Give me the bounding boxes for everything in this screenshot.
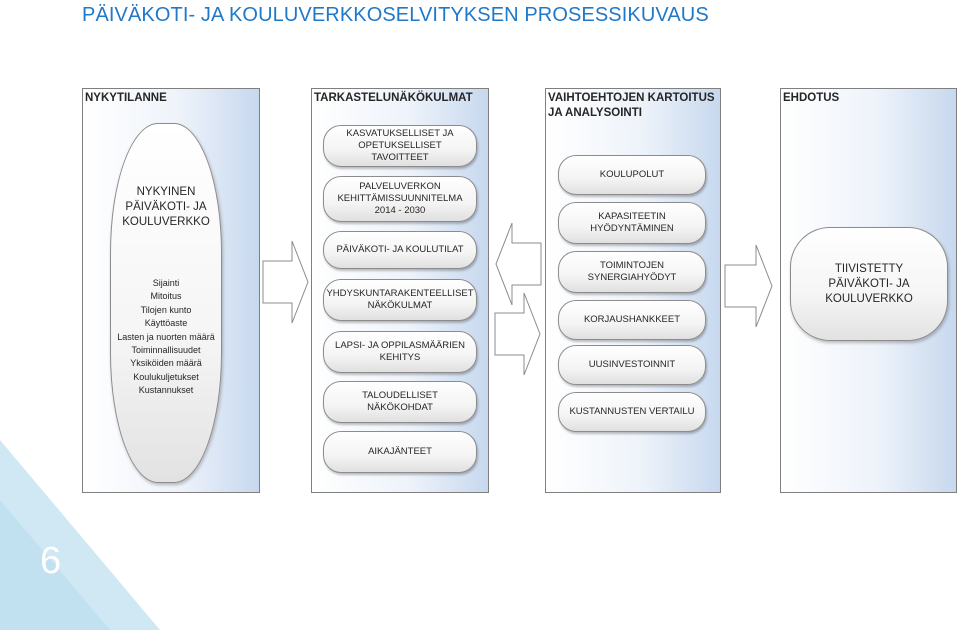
proposal-title: TIIVISTETTY PÄIVÄKOTI- JA KOULUVERKKO [825,262,913,305]
list-item: Yksiköiden määrä [130,358,202,369]
list-item: Mitoitus [150,291,182,302]
perspective-item: TALOUDELLISET NÄKÖKOHDAT [323,381,477,423]
column-title: NYKYTILANNE [85,92,167,104]
option-item: KAPASITEETIN HYÖDYNTÄMINEN [558,202,706,244]
column-nykytilanne [82,88,260,493]
list-item: Koulukuljetukset [133,371,199,382]
option-item: KUSTANNUSTEN VERTAILU [558,392,706,432]
perspective-item: PALVELUVERKON KEHITTÄMISSUUNNITELMA 2014 - 2030 [323,176,477,222]
list-item: Sijainti [152,278,180,288]
option-item: TOIMINTOJEN SYNERGIAHYÖDYT [558,251,706,293]
column-ehdotus [780,88,957,493]
list-item: Lasten ja nuorten määrä [117,331,215,342]
list-item: Kustannukset [138,385,194,396]
perspective-item: KASVATUKSELLISET JA OPETUKSELLISET TAVOITTEET [323,125,477,167]
arrow-right-icon [494,292,542,376]
column-title: EHDOTUS [783,92,840,104]
option-item: KOULUPOLUT [558,155,706,195]
column-tarkastelu [311,88,489,493]
option-item: KORJAUSHANKKEET [558,300,706,340]
page-number: 6 [40,540,62,582]
current-network-title: NYKYINEN PÄIVÄKOTI- JA KOULUVERKKO [122,186,210,228]
column-vaihtoehdot [545,88,721,493]
proposal-box [790,227,948,341]
perspective-item: YHDYSKUNTARAKENTEELLISET NÄKÖKULMAT [323,279,477,321]
perspective-item: PÄIVÄKOTI- JA KOULUTILAT [323,231,477,269]
list-item: Käyttöaste [144,318,188,329]
list-item: Toiminnallisuudet [131,345,201,356]
arrow-right-icon [262,240,310,324]
perspective-item: AIKAJÄNTEET [323,431,477,473]
option-item: UUSINVESTOINNIT [558,345,706,385]
slide-title: PÄIVÄKOTI- JA KOULUVERKKOSELVITYKSEN PROSESSIKUVAUS [82,4,709,26]
column-title: TARKASTELUNÄKÖKULMAT [314,92,473,104]
list-item: Tilojen kunto [140,304,192,315]
column-title: VAIHTOEHTOJEN KARTOITUS JA ANALYSOINTI [548,92,715,119]
arrow-right-icon [724,244,774,328]
perspective-item: LAPSI- JA OPPILASMÄÄRIEN KEHITYS [323,331,477,373]
current-network-items [91,277,241,398]
